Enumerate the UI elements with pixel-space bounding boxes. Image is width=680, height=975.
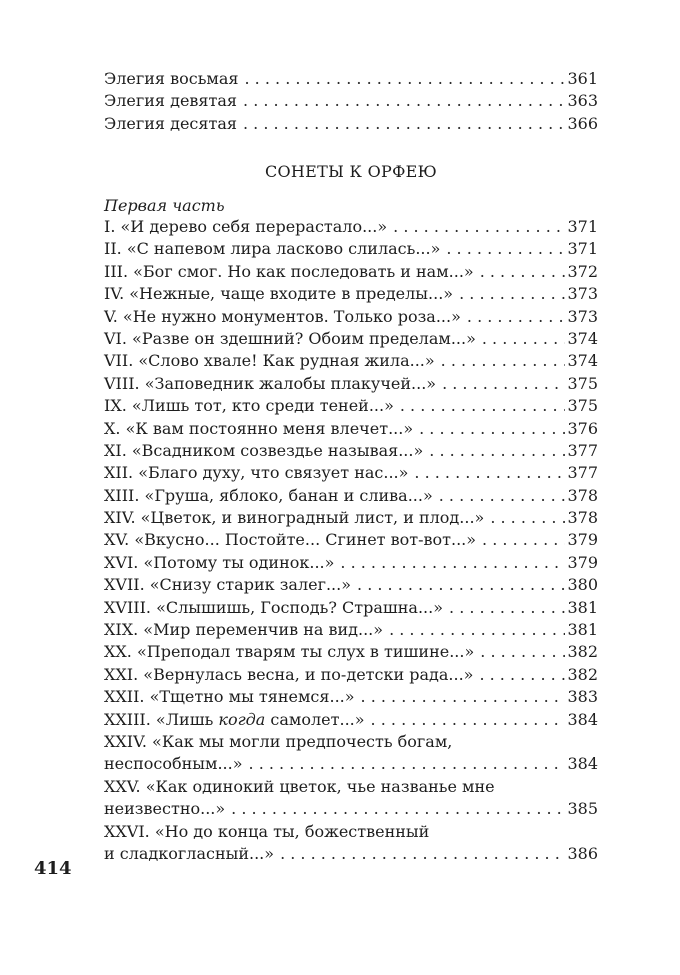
toc-entry [104,238,598,260]
entry-title: VIII. «Заповедник жалобы плакучей...» [104,373,437,393]
entry-title-line1: XXV. «Как одинокий цветок, чье названье мне [104,776,495,796]
entry-page: 361 [567,69,598,88]
toc-entry-multiline [104,731,598,776]
dot-leader [393,216,565,238]
dot-leader [441,350,566,372]
entry-page: 373 [567,284,598,304]
entry-page: 380 [567,575,598,595]
entry-title: Элегия десятая [104,113,237,133]
toc-entry [104,113,598,135]
entry-title: XVIII. «Слышишь, Господь? Страшна...» [104,597,444,617]
toc-entry [104,216,598,238]
toc-entry [104,440,598,462]
dot-leader [357,574,565,596]
entry-title: XX. «Преподал тварям ты слух в тишине...» [104,642,475,662]
toc-entry [104,709,598,731]
part-title: Первая часть [104,196,225,215]
toc-entry [104,529,598,551]
dot-leader [243,113,565,135]
toc-entry [104,597,598,619]
entry-title: XIX. «Мир переменчив на вид...» [104,620,384,640]
dot-leader [449,597,565,619]
entry-title: XII. «Благо духу, что связует нас...» [104,463,409,483]
toc-entry-multiline [104,821,598,866]
entry-page: 372 [567,261,598,281]
entry-title-line2: и сладкогласный...» [104,843,275,863]
entry-page: 374 [567,328,598,348]
entry-title: XIII. «Груша, яблоко, банан и слива...» [104,485,433,505]
dot-leader [482,328,566,350]
toc-entry [104,328,598,350]
entry-page: 377 [567,463,598,483]
toc-entry [104,90,598,112]
entry-title-italic: когда [218,709,266,729]
entry-page: 385 [567,799,598,819]
toc-entry [104,462,598,484]
dot-leader [280,843,565,865]
dot-leader [482,529,565,551]
entry-title: III. «Бог смог. Но как последовать и нам...» [104,261,474,281]
dot-leader [249,753,566,775]
entry-title: X. «К вам постоянно меня влечет...» [104,418,414,438]
entry-page: 377 [567,440,598,460]
dot-leader [442,373,565,395]
entry-title: V. «Не нужно монументов. Только роза...» [104,306,461,326]
section-heading: СОНЕТЫ К ОРФЕЮ [264,162,438,181]
toc-entry [104,283,598,305]
toc-elegies [104,68,598,135]
entry-title: VI. «Разве он здешний? Обоим пределам...» [104,328,476,348]
entry-page: 383 [567,687,598,707]
dot-leader [439,485,566,507]
toc-entry [104,306,598,328]
toc-entry [104,686,598,708]
entry-title: Элегия восьмая [104,69,239,88]
entry-title: I. «И дерево себя перерастало...» [104,217,388,236]
dot-leader [400,395,566,417]
entry-page: 379 [567,552,598,572]
entry-page: 386 [567,843,598,863]
entry-page: 381 [567,620,598,640]
dot-leader [419,418,565,440]
toc-entry [104,574,598,596]
toc-entry [104,350,598,372]
dot-leader [429,440,565,462]
dot-leader [480,261,566,283]
dot-leader [361,686,566,708]
entry-title: VII. «Слово хвале! Как рудная жила...» [104,351,435,371]
toc-entry [104,664,598,686]
toc-entry [104,619,598,641]
entry-title: XVII. «Снизу старик залег...» [104,575,352,595]
entry-title: XVI. «Потому ты одинок...» [104,552,335,572]
entry-title: XXII. «Тщетно мы тянемся...» [104,687,355,707]
entry-title-line2: неспособным...» [104,754,243,774]
dot-leader [480,641,565,663]
dot-leader [490,507,565,529]
toc-entry-multiline [104,776,598,821]
entry-page: 379 [567,530,598,550]
entry-title-line2: неизвестно...» [104,799,226,819]
entry-title-suffix: самолет...» [265,709,365,729]
entry-page: 378 [567,508,598,528]
dot-leader [371,709,566,731]
entry-page: 382 [567,664,598,684]
entry-title: XXI. «Вернулась весна, и по-детски рада...» [104,664,474,684]
toc-entry [104,373,598,395]
entry-title-line2-row [104,753,598,775]
toc-entry [104,485,598,507]
entry-title: IX. «Лишь тот, кто среди теней...» [104,396,394,416]
toc-sonnets [104,216,598,865]
entry-page: 371 [567,239,598,259]
entry-title-line1: XXVI. «Но до конца ты, божественный [104,821,430,841]
entry-title: XIV. «Цветок, и виноградный лист, и плод...» [104,508,485,528]
entry-page: 376 [567,418,598,438]
dot-leader [479,664,565,686]
dot-leader [340,552,565,574]
entry-title-line2-row [104,798,598,820]
dot-leader [446,238,565,260]
toc-entry [104,261,598,283]
entry-page: 363 [567,91,598,111]
toc-entry [104,68,598,90]
entry-title: II. «С напевом лира ласково слилась...» [104,239,441,259]
dot-leader [245,68,566,90]
toc-entry [104,552,598,574]
entry-title-line2-row [104,843,598,865]
dot-leader [231,798,565,820]
dot-leader [467,306,566,328]
toc-entry [104,395,598,417]
entry-title [104,709,371,731]
entry-page: 374 [567,351,598,371]
entry-page: 375 [567,396,598,416]
dot-leader [389,619,565,641]
entry-title-line1: XXIV. «Как мы могли предпочесть богам, [104,731,453,751]
entry-page: 373 [567,306,598,326]
entry-page: 378 [567,485,598,505]
entry-title-prefix: XXIII. «Лишь [104,709,219,729]
page-number: 414 [34,858,72,879]
entry-page: 375 [567,373,598,393]
entry-page: 382 [567,642,598,662]
entry-page: 366 [567,113,598,133]
entry-page: 371 [567,217,598,236]
entry-title: Элегия девятая [104,91,238,111]
toc-entry [104,418,598,440]
entry-title: XI. «Всадником созвездье называя...» [104,440,424,460]
dot-leader [243,90,565,112]
entry-page: 384 [567,709,598,729]
toc-entry [104,507,598,529]
entry-page: 384 [567,754,598,774]
entry-title: XV. «Вкусно... Постойте... Сгинет вот-вот...» [104,530,477,550]
dot-leader [414,462,565,484]
entry-title: IV. «Нежные, чаще входите в пределы...» [104,284,454,304]
entry-page: 381 [567,597,598,617]
toc-entry [104,641,598,663]
dot-leader [459,283,565,305]
